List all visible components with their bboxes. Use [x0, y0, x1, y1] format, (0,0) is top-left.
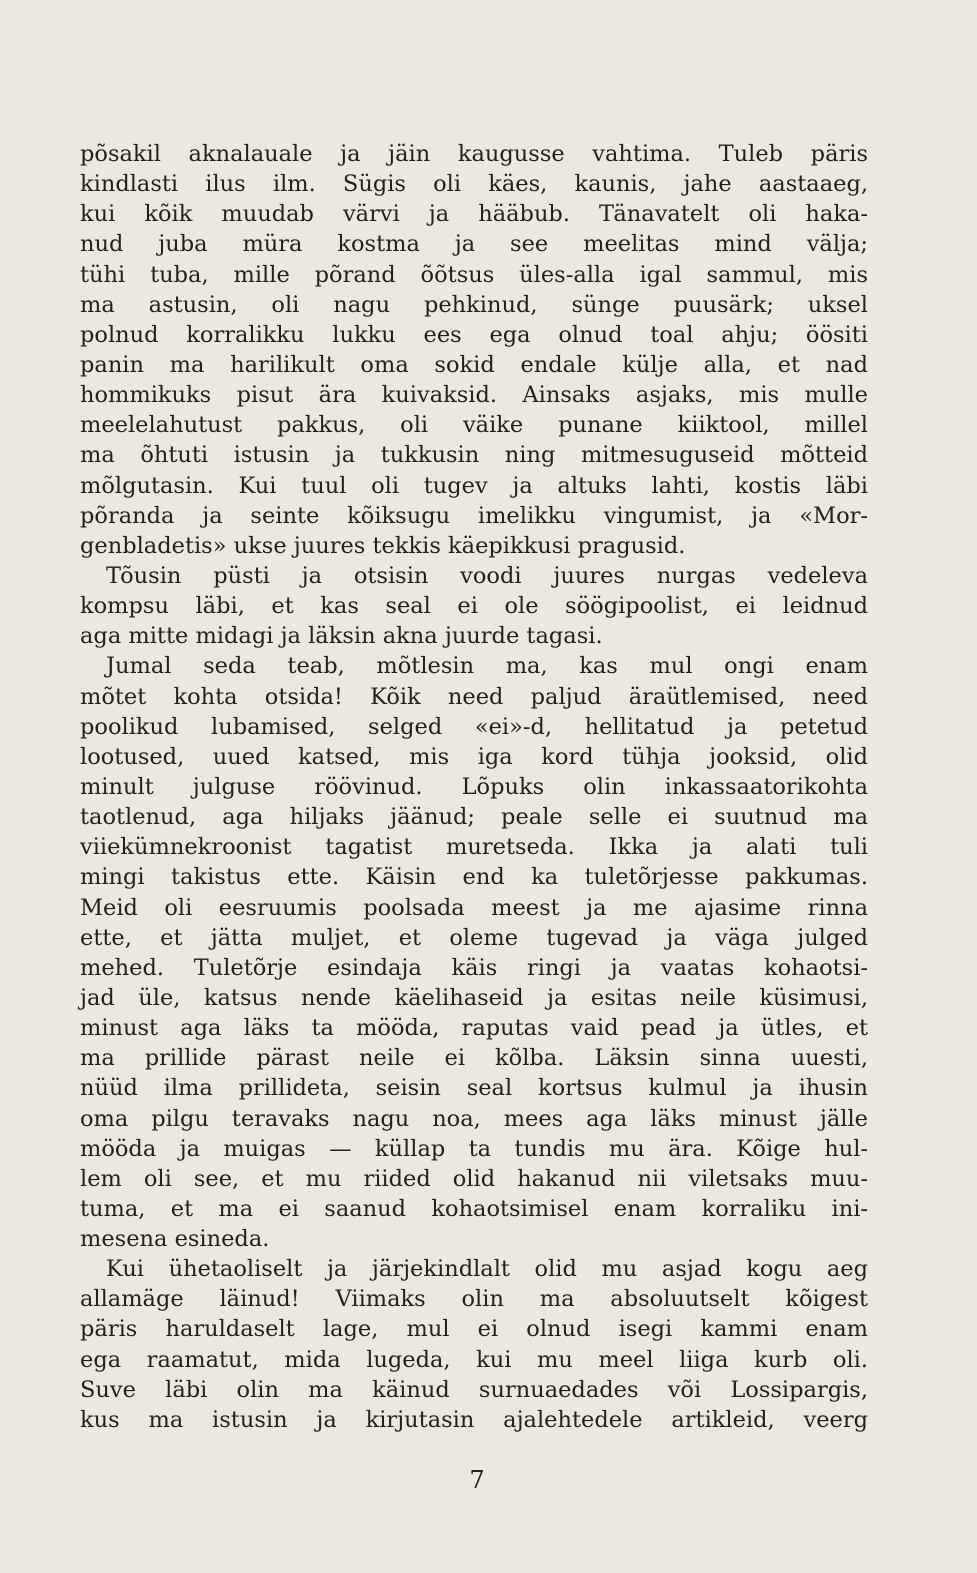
text-line: ma astusin, oli nagu pehkinud, sünge puusärk; uksel	[80, 291, 868, 318]
text-line: kompsu läbi, et kas seal ei ole söögipoolist, ei leidnud	[80, 593, 868, 620]
text-line: jad üle, katsus nende käelihaseid ja esitas neile küsimusi,	[80, 984, 868, 1011]
text-line: Kui ühetaoliselt ja järjekindlalt olid mu asjad kogu aeg	[106, 1256, 868, 1283]
text-line: genbladetis» ukse juures tekkis käepikkusi pragusid.	[80, 532, 686, 559]
text-line: poolikud lubamised, selged «ei»-d, hellitatud ja petetud	[80, 713, 868, 740]
text-line: ega raamatut, mida lugeda, kui mu meel liiga kurb oli.	[80, 1346, 868, 1373]
text-line: minust aga läks ta mööda, raputas vaid pead ja ütles, et	[80, 1015, 868, 1042]
text-line: lootused, uued katsed, mis iga kord tühja jooksid, olid	[80, 743, 868, 770]
text-line: aga mitte midagi ja läksin akna juurde tagasi.	[80, 623, 603, 650]
text-line: kus ma istusin ja kirjutasin ajalehtedele artikleid, veerg	[80, 1406, 868, 1433]
text-line: mingi takistus ette. Käisin end ka tuletõrjesse pakkumas.	[80, 864, 868, 891]
text-line: ette, et jätta muljet, et oleme tugevad ja väga julged	[80, 924, 868, 951]
text-line: hommikuks pisut ära kuivaksid. Ainsaks asjaks, mis mulle	[80, 382, 868, 409]
text-line: päris haruldaselt lage, mul ei olnud isegi kammi enam	[80, 1316, 868, 1343]
text-line: taotlenud, aga hiljaks jäänud; peale selle ei suutnud ma	[80, 804, 868, 831]
text-line: nud juba müra kostma ja see meelitas mind välja;	[80, 231, 868, 258]
text-line: mesena esineda.	[80, 1226, 270, 1253]
text-line: kui kõik muudab värvi ja hääbub. Tänavatelt oli haka-	[80, 201, 868, 228]
text-line: mõlgutasin. Kui tuul oli tugev ja altuks lahti, kostis läbi	[80, 472, 868, 499]
text-line: ma prillide pärast neile ei kõlba. Läksin sinna uuesti,	[80, 1045, 868, 1072]
text-line: mööda ja muigas — küllap ta tundis mu ära. Kõige hul-	[80, 1135, 868, 1162]
text-line: viiekümnekroonist tagatist muretseda. Ikka ja alati tuli	[80, 834, 868, 861]
text-line: oma pilgu teravaks nagu noa, mees aga läks minust jälle	[80, 1105, 868, 1132]
text-line: allamäge läinud! Viimaks olin ma absoluutselt kõigest	[80, 1286, 868, 1313]
text-line: mehed. Tuletõrje esindaja käis ringi ja vaatas kohaotsi-	[80, 954, 868, 981]
text-line: polnud korralikku lukku ees ega olnud toal ahju; öösiti	[80, 321, 868, 348]
text-line: Tõusin püsti ja otsisin voodi juures nurgas vedeleva	[106, 562, 868, 589]
page-number: 7	[469, 1466, 485, 1494]
text-line: Meid oli eesruumis poolsada meest ja me ajasime rinna	[80, 894, 868, 921]
text-line: lem oli see, et mu riided olid hakanud nii viletsaks muu-	[80, 1165, 868, 1192]
text-line: põsakil aknalauale ja jäin kaugusse vahtima. Tuleb päris	[80, 141, 868, 167]
text-line: kindlasti ilus ilm. Sügis oli käes, kaunis, jahe aastaaeg,	[80, 171, 868, 198]
text-line: Suve läbi olin ma käinud surnuaedades või Lossipargis,	[80, 1376, 868, 1403]
text-line: meelelahutust pakkus, oli väike punane kiiktool, millel	[80, 412, 868, 439]
text-line: tuma, et ma ei saanud kohaotsimisel enam korraliku ini-	[80, 1195, 868, 1222]
text-line: minult julguse röövinud. Lõpuks olin inkassaatorikohta	[80, 773, 868, 800]
text-line: nüüd ilma prillideta, seisin seal kortsus kulmul ja ihusin	[80, 1075, 868, 1102]
text-line: ma õhtuti istusin ja tukkusin ning mitmesuguseid mõtteid	[80, 442, 868, 469]
text-line: Jumal seda teab, mõtlesin ma, kas mul ongi enam	[106, 653, 868, 680]
body-text	[80, 139, 868, 1435]
text-line: panin ma harilikult oma sokid endale külje alla, et nad	[80, 351, 868, 378]
text-line: tühi tuba, mille põrand õõtsus üles-alla igal sammul, mis	[80, 261, 868, 288]
text-line: mõtet kohta otsida! Kõik need paljud äraütlemised, need	[80, 683, 868, 710]
text-line: põranda ja seinte kõiksugu imelikku vingumist, ja «Mor-	[80, 502, 868, 529]
